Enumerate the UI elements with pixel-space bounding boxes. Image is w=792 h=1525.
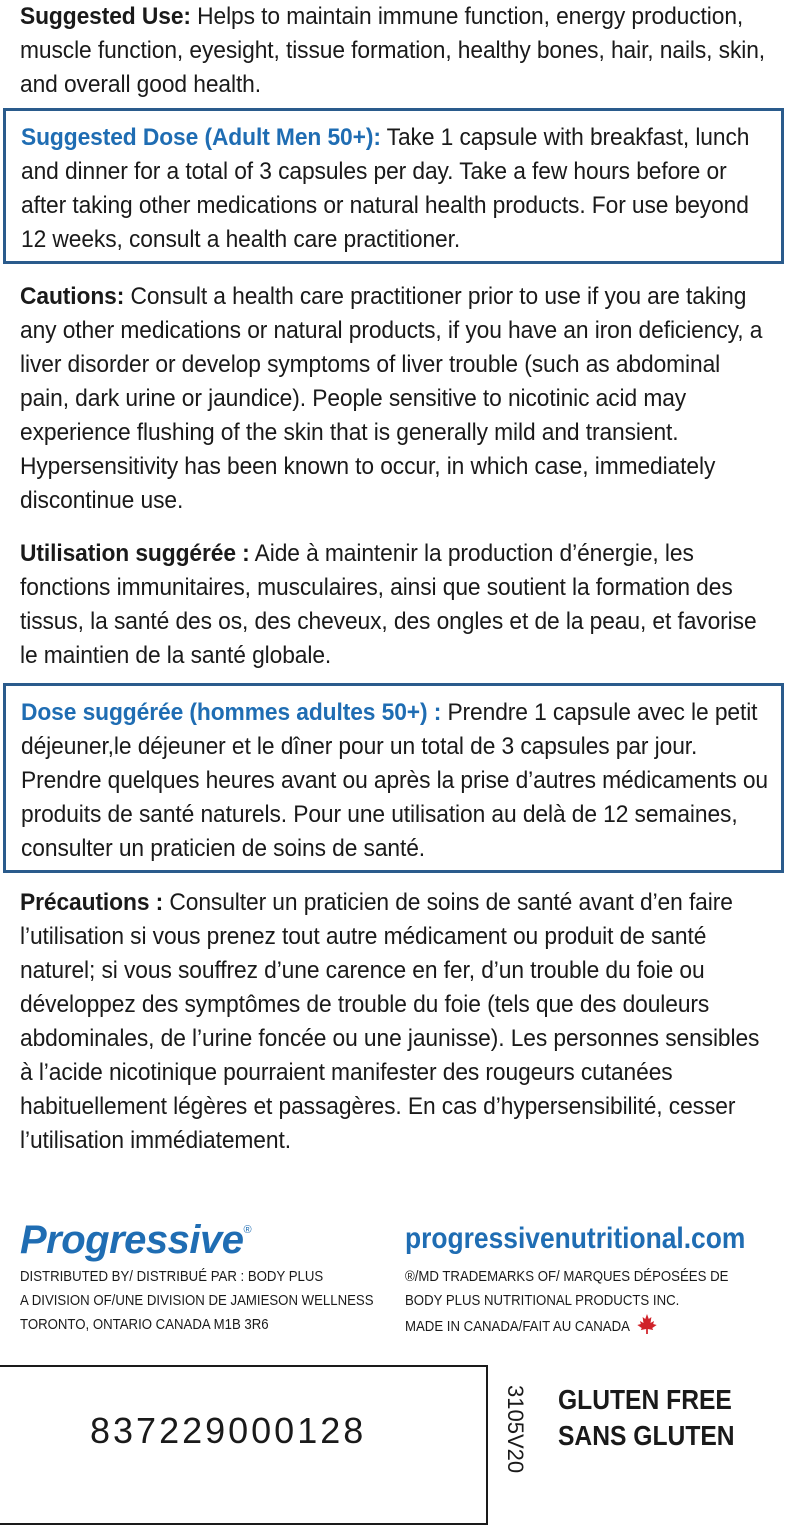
suggested-use-heading: Suggested Use:	[20, 3, 191, 30]
barcode-number: 837229000128	[90, 1410, 367, 1451]
cautions-fr-heading: Précautions :	[20, 889, 164, 916]
suggested-dose-en	[21, 121, 772, 257]
suggested-dose-en-box	[3, 108, 784, 264]
gluten-free-label	[558, 1382, 735, 1454]
cautions-fr	[20, 886, 771, 1158]
cautions-heading: Cautions:	[20, 283, 125, 310]
brand-registered-mark: ®	[243, 1224, 252, 1236]
suggested-dose-text: Take 1 capsule with breakfast, lunch and dinner for a total of 3 capsules per day. Take a few hours before or after taking other medications or natural health products. For use beyond 12 weeks, consult a health care practitioner.	[21, 124, 750, 253]
maple-leaf-icon	[635, 1313, 658, 1335]
made-in-canada-text: MADE IN CANADA/FAIT AU CANADA	[405, 1318, 630, 1335]
suggested-dose-heading: Suggested Dose (Adult Men 50+):	[21, 124, 381, 151]
gluten-free-en: GLUTEN FREE	[558, 1384, 732, 1415]
suggested-use-en	[20, 0, 771, 102]
distributor-line-1: DISTRIBUTED BY/ DISTRIBUÉ PAR : BODY PLUS	[20, 1268, 324, 1285]
cautions-fr-text: Consulter un praticien de soins de santé avant d’en faire l’utilisation si vous prenez tout autre médicament ou produit de santé naturel; si vous souffrez d’une carence en fer, d’un trouble du foie ou développez des symptômes de trouble du foie (tels que des douleurs abdominales, de l’urine foncée ou une jaunisse). Les personnes sensibles à l’acide nicotinique pourraient manifester des rougeurs cutanées habituellement légères et passagères. En cas d’hypersensibilité, cesser l’utilisation immédiatement.	[20, 889, 760, 1154]
website-link[interactable]: progressivenutritional.com	[405, 1222, 746, 1255]
suggested-use-fr	[20, 537, 771, 673]
suggested-dose-fr-box	[3, 683, 784, 873]
suggested-use-fr-text: Aide à maintenir la production d’énergie, les fonctions immunitaires, musculaires, ainsi que soutient la formation des tissus, la santé des os, des cheveux, des ongles et de la peau, et favorise le maintien de la santé globale.	[20, 540, 757, 669]
suggested-dose-fr-text: Prendre 1 capsule avec le petit déjeuner,le déjeuner et le dîner pour un total de 3 capsules par jour. Prendre quelques heures avant ou après la prise d’autres médicaments ou produits de santé naturels. Pour une utilisation au delà de 12 semaines, consulter un praticien de soins de santé.	[21, 699, 769, 862]
suggested-use-fr-heading: Utilisation suggérée :	[20, 540, 250, 567]
distributor-line-3: TORONTO, ONTARIO CANADA M1B 3R6	[20, 1316, 269, 1333]
version-code: 3105V20	[503, 1385, 528, 1474]
trademark-line-2: BODY PLUS NUTRITIONAL PRODUCTS INC.	[405, 1292, 680, 1309]
cautions-text: Consult a health care practitioner prior to use if you are taking any other medications or natural products, if you have an iron deficiency, a liver disorder or develop symptoms of liver trouble (such as abdominal pain, dark urine or jaundice). People sensitive to nicotinic acid may experience flushing of the skin that is generally mild and transient. Hypersensitivity has been known to occur, in which case, immediately discontinue use.	[20, 283, 763, 514]
suggested-use-text: Helps to maintain immune function, energy production, muscle function, eyesight, tissue formation, healthy bones, hair, nails, skin, and overall good health.	[20, 3, 766, 98]
gluten-free-fr: SANS GLUTEN	[558, 1420, 735, 1451]
brand-name: Progressive	[20, 1218, 244, 1262]
suggested-dose-fr-heading: Dose suggérée (hommes adultes 50+) :	[21, 699, 442, 726]
suggested-dose-fr	[21, 696, 772, 866]
cautions-en	[20, 280, 771, 518]
distributor-line-2: A DIVISION OF/UNE DIVISION DE JAMIESON WELLNESS	[20, 1292, 374, 1309]
brand-logo	[20, 1218, 251, 1263]
trademark-line-1: ®/MD TRADEMARKS OF/ MARQUES DÉPOSÉES DE	[405, 1268, 729, 1285]
made-in-canada-line	[405, 1313, 658, 1339]
